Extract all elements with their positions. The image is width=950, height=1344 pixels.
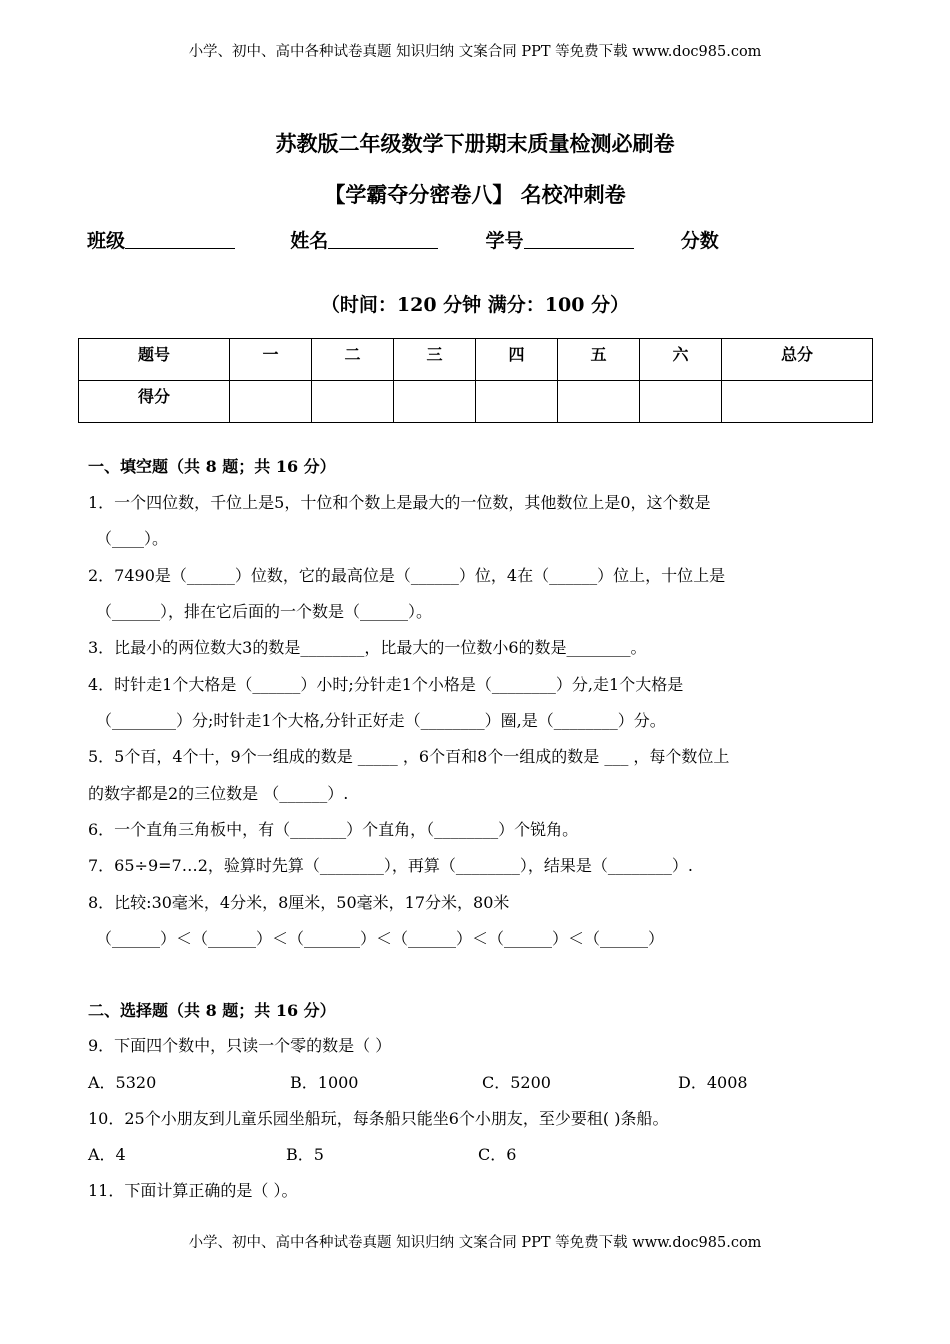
question-line: 6．一个直角三角板中，有（_______）个直角，（________）个锐角。 [88, 820, 579, 839]
question-9-option-b: B．1000 [290, 1073, 359, 1092]
question-line: 2．7490是（______）位数，它的最高位是（______）位，4在（______）位上，十位上是 [88, 566, 726, 585]
exam-subtitle: 【学霸夺分密卷八】 名校冲刺卷 [324, 182, 626, 207]
score-table-header: 一 [229, 339, 311, 381]
page-header: 小学、初中、高中各种试卷真题 知识归纳 文案合同 PPT 等免费下载 www.doc985.com [188, 44, 762, 60]
student-id-label: 学号 [485, 230, 524, 252]
question-9-text: 9．下面四个数中，只读一个零的数是（ ） [88, 1036, 392, 1055]
question-9-option-a: A．5320 [88, 1073, 157, 1092]
score-cell[interactable] [475, 381, 557, 423]
question-10-option-a: A．4 [88, 1145, 126, 1164]
score-cell[interactable] [229, 381, 311, 423]
student-id-blank[interactable] [524, 230, 634, 249]
score-table-header: 总分 [721, 339, 872, 381]
question-line: 3．比最小的两位数大3的数是________，比最大的一位数小6的数是________。 [88, 638, 647, 657]
question-10-text: 10．25个小朋友到儿童乐园坐船玩，每条船只能坐6个小朋友，至少要租( )条船。 [88, 1109, 669, 1128]
question-9-option-c: C．5200 [482, 1073, 551, 1092]
question-10-option-b: B．5 [286, 1145, 324, 1164]
score-cell[interactable] [557, 381, 639, 423]
question-9-option-d: D．4008 [678, 1073, 748, 1092]
name-blank[interactable] [328, 230, 438, 249]
score-row-label: 得分 [79, 381, 230, 423]
section-1-title: 一、填空题（共 8 题；共 16 分） [88, 457, 336, 476]
section-2-title: 二、选择题（共 8 题；共 16 分） [88, 1001, 336, 1020]
question-line: 的数字都是2的三位数是 （______）. [88, 784, 349, 803]
score-table-header: 六 [639, 339, 721, 381]
question-line: （______）＜（______）＜（_______）＜（______）＜（______）＜（______） [96, 929, 665, 948]
time-and-score-line: （时间：120 分钟 满分：100 分） [320, 294, 630, 316]
question-line: 4．时针走1个大格是（______）小时;分针走1个小格是（________）分,走1个大格是 [88, 675, 684, 694]
score-cell[interactable] [311, 381, 393, 423]
question-line: （______），排在它后面的一个数是（______）。 [96, 602, 433, 621]
question-line: 7．65÷9=7…2，验算时先算（________），再算（________），结果是（________）. [88, 856, 693, 875]
student-info-row [87, 226, 719, 253]
score-cell[interactable] [639, 381, 721, 423]
question-11-text: 11．下面计算正确的是（ ）。 [88, 1181, 298, 1200]
question-line: 8．比较:30毫米，4分米，8厘米，50毫米，17分米，80米 [88, 893, 510, 912]
question-10-option-c: C．6 [478, 1145, 517, 1164]
score-table-header-row [79, 339, 873, 381]
question-line: （____）。 [96, 529, 169, 548]
class-blank[interactable] [125, 230, 235, 249]
class-label: 班级 [87, 230, 126, 252]
score-table-score-row [79, 381, 873, 423]
question-line: 5．5个百，4个十，9个一组成的数是 _____ ，6个百和8个一组成的数是 ___ ，每个数位上 [88, 747, 730, 766]
score-cell[interactable] [721, 381, 872, 423]
question-line: 1．一个四位数，千位上是5，十位和个数上是最大的一位数，其他数位上是0，这个数是 [88, 493, 711, 512]
score-table-header: 题号 [79, 339, 230, 381]
score-cell[interactable] [393, 381, 475, 423]
exam-title: 苏教版二年级数学下册期末质量检测必刷卷 [275, 131, 675, 156]
score-table [78, 338, 873, 423]
question-line: （________）分;时针走1个大格,分针正好走（________）圈,是（________）分。 [96, 711, 666, 730]
page-footer: 小学、初中、高中各种试卷真题 知识归纳 文案合同 PPT 等免费下载 www.doc985.com [188, 1235, 762, 1251]
score-table-header: 三 [393, 339, 475, 381]
score-label: 分数 [680, 230, 719, 252]
name-label: 姓名 [290, 230, 329, 252]
score-table-header: 五 [557, 339, 639, 381]
score-table-header: 二 [311, 339, 393, 381]
score-table-header: 四 [475, 339, 557, 381]
